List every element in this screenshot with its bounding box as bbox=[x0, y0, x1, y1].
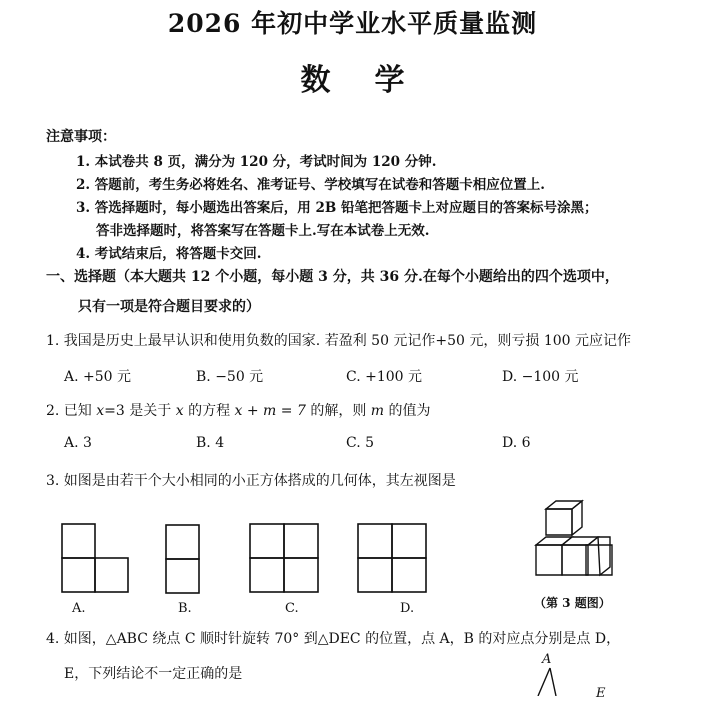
notice-item-4: 4. 考试结束后，将答题卡交回. bbox=[76, 246, 262, 262]
question-4-stem-line1: 4. 如图，△ABC 绕点 C 顺时针旋转 70° 到△DEC 的位置，点 A，B 的对应点分别是点 D， bbox=[46, 631, 621, 647]
question-2-option-c: C. 5 bbox=[346, 435, 375, 451]
question-2-option-d: D. 6 bbox=[502, 435, 531, 451]
question-1-option-d: D. −100 元 bbox=[502, 369, 579, 385]
figure-d bbox=[358, 524, 426, 592]
figure-c-label: C. bbox=[285, 601, 299, 616]
subject-title: 数学 bbox=[300, 63, 449, 98]
notice-item-3: 3. 答选择题时，每小题选出答案后，用 2B 铅笔把答题卡上对应题目的答案标号涂黑； bbox=[76, 200, 598, 216]
notice-item-2: 2. 答题前，考生务必将姓名、准考证号、学校填写在试卷和答题卡相应位置上. bbox=[76, 177, 545, 193]
notice-item-3-cont: 答非选择题时，将答案写在答题卡上.写在本试卷上无效. bbox=[96, 223, 430, 239]
section-heading-cont: 只有一项是符合题目要求的） bbox=[78, 299, 260, 315]
question-2-stem: 2. 已知 x=3 是关于 x 的方程 x + m = 7 的解，则 m 的值为 bbox=[46, 403, 431, 419]
question-3-stem: 3. 如图是由若干个大小相同的小正方体搭成的几何体，其左视图是 bbox=[46, 473, 456, 489]
question-1-option-c: C. +100 元 bbox=[346, 369, 423, 385]
figure-4-label-a: A bbox=[542, 652, 552, 667]
question-2-option-b: B. 4 bbox=[196, 435, 225, 451]
question-4-figure bbox=[520, 666, 600, 696]
figure-a bbox=[62, 524, 128, 592]
figure-d-label: D. bbox=[400, 601, 415, 616]
question-1-option-a: A. +50 元 bbox=[64, 369, 132, 385]
notice-item-1: 1. 本试卷共 8 页，满分为 120 分，考试时间为 120 分钟. bbox=[76, 154, 437, 170]
question-4-stem-line2: E，下列结论不一定正确的是 bbox=[64, 666, 243, 682]
figure-caption: （第 3 题图） bbox=[534, 596, 611, 610]
question-2-option-a: A. 3 bbox=[64, 435, 92, 451]
question-1-stem: 1. 我国是历史上最早认识和使用负数的国家. 若盈利 50 元记作+50 元，则亏损 100 元应记作 bbox=[46, 333, 632, 349]
section-heading: 一、选择题（本大题共 12 个小题，每小题 3 分，共 36 分.在每个小题给出的四个选项中， bbox=[46, 269, 619, 285]
figure-b bbox=[166, 525, 199, 593]
figure-b-label: B. bbox=[178, 601, 192, 616]
figure-c bbox=[250, 524, 318, 592]
figure-3d-cubes bbox=[536, 501, 612, 575]
question-1-option-b: B. −50 元 bbox=[196, 369, 264, 385]
exam-title: 2026 年初中学业水平质量监测 bbox=[167, 9, 538, 38]
figure-4-label-e: E bbox=[596, 686, 606, 701]
figure-a-label: A. bbox=[72, 601, 86, 616]
notice-heading: 注意事项： bbox=[46, 129, 116, 145]
